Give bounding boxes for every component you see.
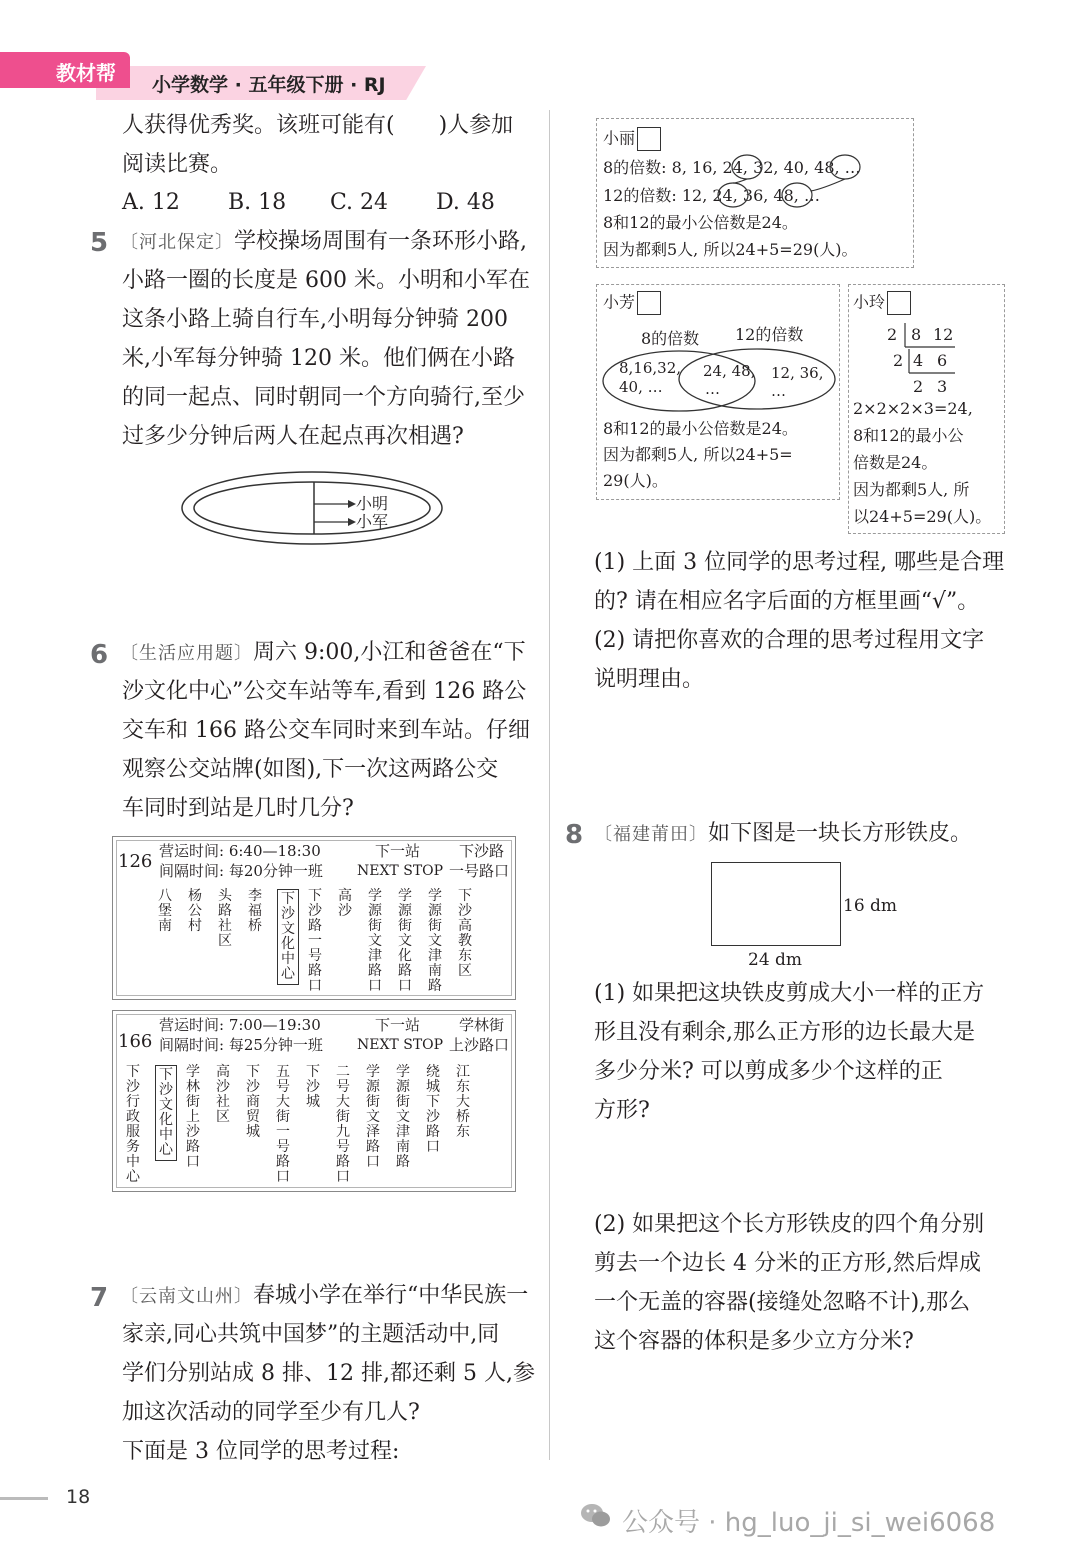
- bus-166-interval: 间隔时间: 每25分钟一班: [159, 1036, 323, 1054]
- q5-line-6: 过多少分钟后两人在起点再次相遇?: [122, 424, 464, 449]
- q4-option-d: D. 48: [436, 190, 495, 215]
- xiaoli-box: [596, 118, 914, 268]
- q7-sub2-line-1: (2) 请把你喜欢的合理的思考过程用文字: [594, 628, 985, 653]
- bus-stop: 李福桥: [248, 888, 262, 934]
- footer-rule: [0, 1497, 48, 1500]
- bus-166-route: 166: [118, 1031, 153, 1052]
- xiaoli-line-4: 因为都剩5人, 所以24+5=29(人)。: [603, 240, 858, 259]
- xiaofang-box: [596, 284, 840, 500]
- q6-source-tag: 〔生活应用题〕: [120, 643, 253, 664]
- xiaoling-line-1: 2×2×2×3=24,: [853, 399, 973, 418]
- wechat-icon: [580, 1502, 612, 1530]
- width-label: 24 dm: [748, 950, 803, 970]
- bus-stop: 下沙行政服务中心: [126, 1064, 140, 1185]
- q7-sub1-line-2: 的? 请在相应名字后面的方框里画“√”。: [594, 589, 980, 614]
- xiaoling-line-2: 8和12的最小公: [853, 426, 964, 445]
- bus-stop: 学林街上沙路口: [186, 1064, 200, 1170]
- q7-source-tag: 〔云南文山州〕: [120, 1286, 253, 1307]
- bus-stop: 五号大街一号路口: [276, 1064, 290, 1185]
- q8-sub1-line-2: 形且没有剩余,那么正方形的边长最大是: [594, 1020, 975, 1045]
- bus-126-next-name-2: 一号路口: [449, 862, 510, 880]
- xiaofang-right-b: …: [771, 382, 786, 400]
- bus-166-next-stop: 下一站: [375, 1016, 421, 1034]
- q6-line-2: 沙文化中心”公交车站等车,看到 126 路公: [122, 679, 527, 704]
- bus-stop: 杨公村: [188, 888, 202, 934]
- division-r2-b: 6: [937, 351, 948, 370]
- q5-first-line: [120, 222, 527, 262]
- xiaofang-checkbox[interactable]: [637, 291, 661, 315]
- q8-sub1-line-4: 方形?: [594, 1098, 650, 1123]
- page-number: 18: [66, 1486, 91, 1508]
- xiaoling-name: 小玲: [853, 292, 886, 312]
- bus-166-hours: 营运时间: 7:00—19:30: [159, 1016, 321, 1034]
- q7-line-2: 家亲,同心共筑中国梦”的主题活动中,同: [122, 1322, 500, 1347]
- bus-stop: 下沙路一号路口: [308, 888, 322, 994]
- xiaofang-line-2: 因为都剩5人, 所以24+5=: [603, 445, 793, 464]
- q8-sub2-line-4: 这个容器的体积是多少立方分米?: [594, 1329, 914, 1354]
- q5-label-xiaoming: 小明: [356, 494, 389, 513]
- iron-sheet-rectangle: [711, 862, 841, 946]
- q8-sub2-line-2: 剪去一个边长 4 分米的正方形,然后焊成: [594, 1251, 981, 1276]
- bus-stop: 绕城下沙路口: [426, 1064, 440, 1155]
- q5-line-2: 小路一圈的长度是 600 米。小明和小军在: [122, 268, 530, 293]
- bus-126-next-stop: 下一站: [375, 842, 421, 860]
- bus-stop: 八堡南: [158, 888, 172, 934]
- bus-126-interval: 间隔时间: 每20分钟一班: [159, 862, 323, 880]
- watermark: 公众号 · hg_luo_ji_si_wei6068: [622, 1508, 996, 1538]
- bus-126-route: 126: [118, 851, 153, 872]
- xiaofang-name-row: [603, 291, 661, 315]
- division-r3-b: 3: [937, 377, 948, 396]
- q5-label-xiaojun: 小军: [356, 512, 389, 531]
- q6-line-4: 观察公交站牌(如图),下一次这两路公交: [122, 757, 499, 782]
- xiaofang-right-a: 12, 36,: [771, 364, 824, 382]
- division-r2-divisor: 2: [893, 351, 904, 370]
- height-label: 16 dm: [843, 896, 898, 916]
- bus-126-hours: 营运时间: 6:40—18:30: [159, 842, 321, 860]
- xiaofang-mid-a: 24, 48,: [703, 362, 756, 380]
- q5-line-5: 的同一起点、同时朝同一个方向骑行,至少: [122, 385, 525, 410]
- q6-number: 6: [90, 640, 109, 670]
- q8-number: 8: [565, 820, 584, 850]
- q6-line-5: 车同时到站是几时几分?: [122, 796, 354, 821]
- xiaoling-line-3: 倍数是24。: [853, 453, 938, 472]
- bus-stop: 高沙: [338, 888, 352, 919]
- q8-source-tag: 〔福建莆田〕: [594, 824, 708, 845]
- bus-stop: 下沙高教东区: [458, 888, 472, 979]
- bus-stop: 下沙文化中心: [277, 889, 299, 985]
- bus-166-next-stop-en: NEXT STOP: [357, 1037, 444, 1053]
- brand-logo: 教材帮: [56, 61, 116, 85]
- q5-line-3: 这条小路上骑自行车,小明每分钟骑 200: [122, 307, 508, 332]
- q6-line-1: 周六 9:00,小江和爸爸在“下: [253, 640, 526, 665]
- q7-line-1: 春城小学在举行“中华民族一: [253, 1283, 529, 1308]
- xiaofang-left-b: 40, …: [619, 378, 663, 396]
- q4-option-c: C. 24: [330, 190, 389, 215]
- q8-sub2-line-3: 一个无盖的容器(接缝处忽略不计),那么: [594, 1290, 971, 1315]
- bus-stop: 学源街文泽路口: [366, 1064, 380, 1170]
- xiaoling-line-4: 因为都剩5人, 所: [853, 480, 970, 499]
- book-series: 小学数学 · 五年级下册 · RJ: [152, 74, 386, 96]
- bus-stop: 下沙城: [306, 1064, 320, 1110]
- q4-option-b: B. 18: [228, 190, 287, 215]
- division-r3-a: 2: [913, 377, 924, 396]
- division-r1-b: 12: [933, 325, 954, 344]
- q8-first-line: [594, 814, 972, 854]
- bus-166-next-name-2: 上沙路口: [449, 1036, 510, 1054]
- short-division-lines: [849, 285, 1004, 405]
- q5-source-tag: 〔河北保定〕: [120, 232, 234, 253]
- division-r1-divisor: 2: [887, 325, 898, 344]
- bus-stop: 二号大街九号路口: [336, 1064, 350, 1185]
- q4-line-2: 阅读比赛。: [122, 152, 233, 177]
- q8-sub1-line-3: 多少分米? 可以剪成多少个这样的正: [594, 1059, 943, 1084]
- q7-first-line: [120, 1276, 528, 1316]
- bus-stop: 江东大桥东: [456, 1064, 470, 1140]
- q6-first-line: [120, 633, 526, 673]
- xiaoli-line-3: 8和12的最小公倍数是24。: [603, 213, 798, 232]
- bus-stop: 头路社区: [218, 888, 232, 949]
- bus-stop: 学源街文津南路: [428, 888, 442, 994]
- q4-option-a: A. 12: [122, 190, 180, 215]
- q7-number: 7: [90, 1283, 109, 1313]
- division-r2-a: 4: [913, 351, 924, 370]
- xiaoli-line-2: 12的倍数: 12, 24, 36, 48, …: [603, 186, 820, 205]
- q7-line-4: 加这次活动的同学至少有几人?: [122, 1400, 420, 1425]
- q8-sub1-line-1: (1) 如果把这块铁皮剪成大小一样的正方: [594, 981, 985, 1006]
- q8-sub2-line-1: (2) 如果把这个长方形铁皮的四个角分别: [594, 1212, 985, 1237]
- q5-line-1: 学校操场周围有一条环形小路,: [234, 229, 527, 254]
- xiaofang-label-12: 12的倍数: [735, 325, 804, 344]
- xiaoling-line-5: 以24+5=29(人)。: [853, 507, 992, 526]
- bus-166-next-name: 学林街: [459, 1016, 505, 1034]
- xiaofang-label-8: 8的倍数: [641, 329, 700, 348]
- bus-126-next-name: 下沙路: [459, 842, 505, 860]
- q7-sub2-line-2: 说明理由。: [594, 667, 705, 692]
- column-divider: [549, 110, 550, 1460]
- xiaoling-box: [848, 284, 1005, 534]
- q5-number: 5: [90, 228, 109, 258]
- q7-line-5: 下面是 3 位同学的思考过程:: [122, 1439, 400, 1464]
- bus-stop: 学源街文化路口: [398, 888, 412, 994]
- bus-stop: 下沙商贸城: [246, 1064, 260, 1140]
- xiaoli-line-1: 8的倍数: 8, 16, 24, 32, 40, 48, …: [603, 158, 861, 177]
- q7-sub1-line-1: (1) 上面 3 位同学的思考过程, 哪些是合理: [594, 550, 1005, 575]
- bus-stop: 高沙社区: [216, 1064, 230, 1125]
- bus-stop: 学源街文津南路: [396, 1064, 410, 1170]
- bus-stop: 学源街文津路口: [368, 888, 382, 994]
- xiaofang-left-a: 8,16,32,: [619, 359, 682, 377]
- bus-stop: 下沙文化中心: [155, 1065, 177, 1161]
- q7-line-3: 学们分别站成 8 排、12 排,都还剩 5 人,参: [122, 1361, 535, 1386]
- q6-line-3: 交车和 166 路公交车同时来到车站。仔细: [122, 718, 530, 743]
- bus-166-sign: [112, 1010, 516, 1192]
- xiaofang-line-1: 8和12的最小公倍数是24。: [603, 419, 798, 438]
- xiaoli-circle-marks: [597, 119, 913, 267]
- xiaoli-name: 小丽: [603, 128, 636, 148]
- xiaofang-mid-b: …: [705, 380, 720, 398]
- q5-track-figure: [180, 468, 450, 548]
- q8-line: 如下图是一块长方形铁皮。: [708, 821, 973, 846]
- xiaofang-name: 小芳: [603, 292, 636, 312]
- q4-line-1: 人获得优秀奖。该班可能有( )人参加: [122, 113, 514, 138]
- bus-126-next-stop-en: NEXT STOP: [357, 863, 444, 879]
- bus-126-sign: [112, 836, 516, 1000]
- xiaofang-line-3: 29(人)。: [603, 471, 668, 490]
- division-r1-a: 8: [911, 325, 922, 344]
- q5-line-4: 米,小军每分钟骑 120 米。他们俩在小路: [122, 346, 515, 371]
